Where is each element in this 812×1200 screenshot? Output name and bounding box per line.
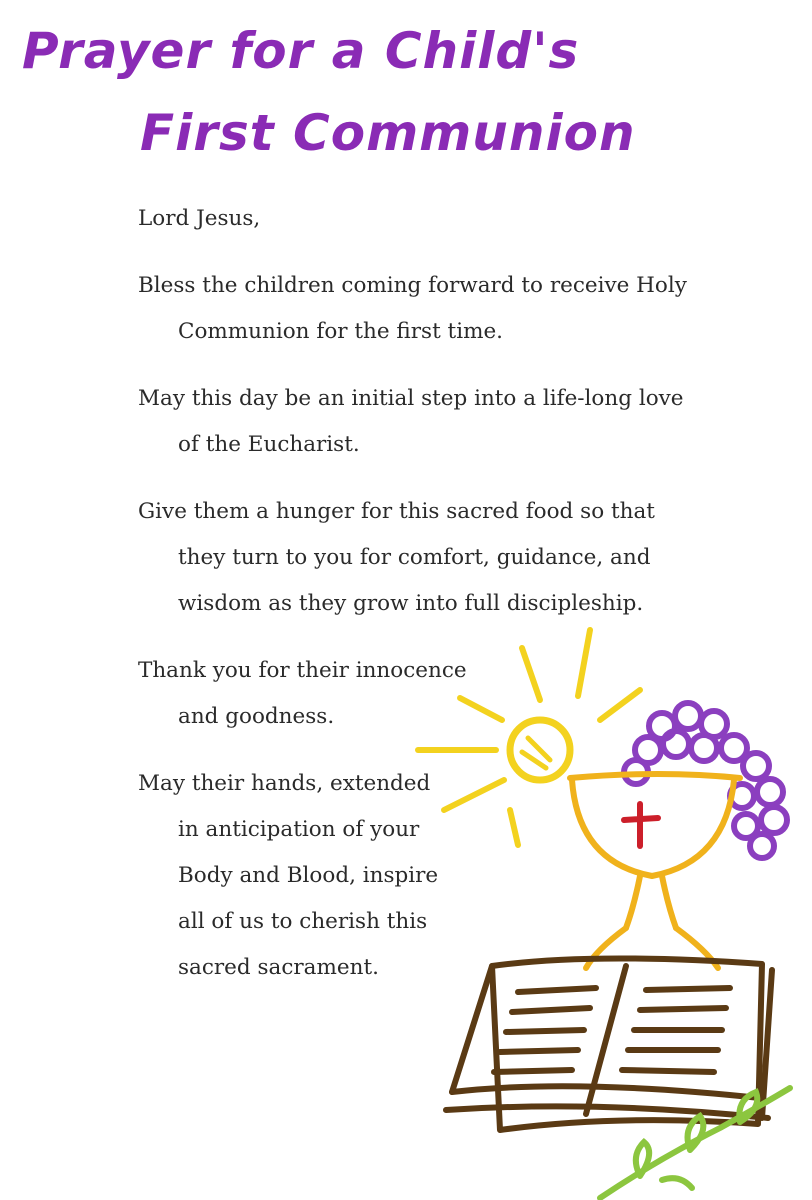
chalice-icon [570, 774, 740, 968]
prayer-line: May this day be an initial step into a life-long love [138, 386, 684, 411]
title-line-1: Prayer for a Child's [22, 22, 580, 80]
prayer-line: of the Eucharist. [178, 432, 360, 457]
prayer-line: and goodness. [178, 704, 335, 729]
bible-icon [446, 958, 772, 1130]
prayer-paragraph [138, 376, 738, 468]
prayer-line: Body and Blood, inspire [178, 863, 439, 888]
prayer-line: Thank you for their innocence [138, 658, 467, 683]
prayer-line: May their hands, extended [138, 771, 431, 796]
cross-icon [624, 804, 658, 846]
prayer-paragraph [138, 489, 738, 627]
grapes-icon [624, 703, 787, 858]
prayer-line: Lord Jesus, [138, 206, 261, 231]
prayer-line: in anticipation of your [178, 817, 420, 842]
prayer-line: sacred sacrament. [178, 955, 379, 980]
sun-icon [418, 630, 640, 845]
prayer-salutation [138, 196, 738, 242]
prayer-paragraph [138, 263, 738, 355]
prayer-line: all of us to cherish this [178, 909, 428, 934]
prayer-line: they turn to you for comfort, guidance, and [178, 545, 651, 570]
prayer-line: Bless the children coming forward to receive Holy [138, 273, 687, 298]
vine-icon [600, 1088, 790, 1198]
prayer-line: wisdom as they grow into full discipleship. [178, 591, 644, 616]
communion-illustration [400, 620, 812, 1200]
prayer-line: Give them a hunger for this sacred food so that [138, 499, 655, 524]
title-line-2: First Communion [140, 104, 636, 162]
prayer-line: Communion for the first time. [178, 319, 504, 344]
